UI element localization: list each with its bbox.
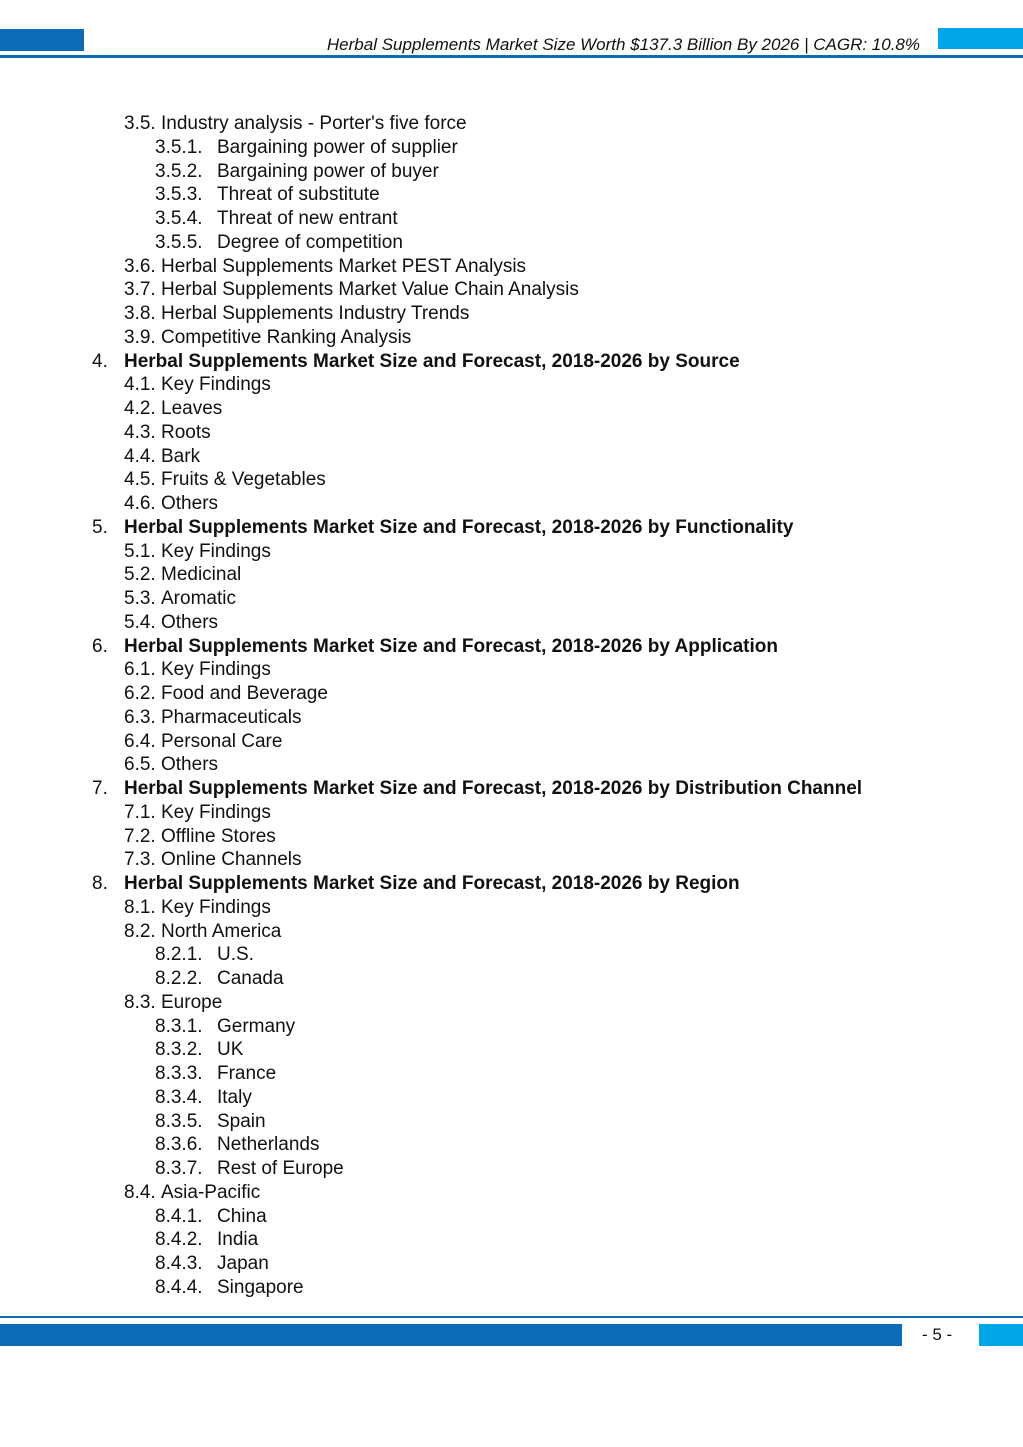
toc-entry-title: U.S. xyxy=(217,944,254,966)
toc-entry-number: 8.4. xyxy=(124,1181,156,1203)
toc-entry-number: 4.5. xyxy=(124,469,156,491)
toc-entry-title: UK xyxy=(217,1039,244,1061)
toc-entry-number: 4. xyxy=(92,350,108,372)
toc-entry-number: 8.3.3. xyxy=(155,1063,203,1084)
header-rule xyxy=(0,55,1023,58)
toc-entry-title: Herbal Supplements Industry Trends xyxy=(161,303,470,324)
toc-entry-number: 7.1. xyxy=(124,801,156,823)
toc-entry-number: 8.4.3. xyxy=(155,1253,203,1274)
toc-entry-number: 3.9. xyxy=(124,326,156,348)
toc-entry-title: Italy xyxy=(217,1086,252,1108)
toc-entry xyxy=(0,373,1023,397)
toc-entry-title: Singapore xyxy=(217,1276,304,1298)
toc-entry-title: Rest of Europe xyxy=(217,1158,344,1179)
toc-entry-title: Canada xyxy=(217,968,284,989)
toc-entry-title: Asia-Pacific xyxy=(161,1181,261,1203)
toc-entry-number: 6.4. xyxy=(124,730,156,752)
toc-entry xyxy=(0,207,1023,231)
toc-entry xyxy=(0,1038,1023,1062)
toc-entry-title: Netherlands xyxy=(217,1134,320,1156)
toc-entry xyxy=(0,1157,1023,1181)
toc-entry-title: Bargaining power of buyer xyxy=(217,160,439,182)
toc-entry xyxy=(0,516,1023,540)
toc-entry-title: India xyxy=(217,1229,259,1251)
toc-entry-number: 8.4.2. xyxy=(155,1229,203,1251)
toc-entry xyxy=(0,706,1023,730)
footer-accent-bar xyxy=(0,1324,902,1346)
toc-entry-number: 3.7. xyxy=(124,279,156,301)
toc-entry-number: 8.3.6. xyxy=(155,1134,203,1156)
toc-entry xyxy=(0,397,1023,421)
toc-entry-title: Others xyxy=(161,493,219,514)
page-number: - 5 - xyxy=(922,1325,953,1344)
toc-entry xyxy=(0,445,1023,469)
toc-entry xyxy=(0,991,1023,1015)
header-accent-bar-left xyxy=(0,29,84,51)
toc-entry xyxy=(0,753,1023,777)
toc-entry xyxy=(0,563,1023,587)
toc-entry xyxy=(0,587,1023,611)
toc-entry-number: 3.5.4. xyxy=(155,208,203,229)
toc-entry-number: 8.2.2. xyxy=(155,968,203,989)
toc-entry-number: 8.3.5. xyxy=(155,1110,203,1132)
toc-entry xyxy=(0,730,1023,754)
toc-entry-number: 8.2. xyxy=(124,920,156,942)
toc-entry-title: Herbal Supplements Market PEST Analysis xyxy=(161,255,527,277)
toc-entry xyxy=(0,1133,1023,1157)
toc-entry-number: 3.6. xyxy=(124,255,156,277)
toc-entry-number: 3.5.5. xyxy=(155,231,203,253)
toc-entry-number: 8.4.1. xyxy=(155,1205,203,1227)
toc-entry xyxy=(0,658,1023,682)
toc-entry-title: Europe xyxy=(161,991,223,1013)
toc-entry-title: Key Findings xyxy=(161,659,271,681)
toc-entry-number: 7.3. xyxy=(124,849,156,871)
toc-entry-title: Herbal Supplements Market Size and Forecast, 2018-2026 by Functionality xyxy=(124,516,794,538)
toc-entry xyxy=(0,1276,1023,1300)
toc-entry xyxy=(0,1015,1023,1039)
table-of-contents xyxy=(0,112,1023,1300)
toc-entry-number: 8.3. xyxy=(124,991,156,1013)
toc-entry-title: Fruits & Vegetables xyxy=(161,469,326,491)
toc-entry-number: 8.1. xyxy=(124,896,156,918)
toc-entry-number: 6.5. xyxy=(124,754,156,776)
toc-entry-title: Leaves xyxy=(161,398,223,419)
toc-entry xyxy=(0,350,1023,374)
toc-entry-number: 6.3. xyxy=(124,706,156,728)
toc-entry xyxy=(0,468,1023,492)
toc-entry xyxy=(0,255,1023,279)
toc-entry-title: North America xyxy=(161,920,282,942)
toc-entry-title: Germany xyxy=(217,1015,296,1037)
toc-entry xyxy=(0,540,1023,564)
toc-entry xyxy=(0,1062,1023,1086)
toc-entry xyxy=(0,635,1023,659)
toc-entry xyxy=(0,302,1023,326)
toc-entry-number: 3.5.1. xyxy=(155,136,203,158)
toc-entry-number: 4.4. xyxy=(124,445,156,467)
page-header-title: Herbal Supplements Market Size Worth $137.3 Billion By 2026 | CAGR: 10.8% xyxy=(326,35,920,54)
toc-entry-number: 8.4.4. xyxy=(155,1276,203,1298)
toc-entry xyxy=(0,872,1023,896)
toc-entry xyxy=(0,1181,1023,1205)
toc-entry-title: Herbal Supplements Market Size and Forecast, 2018-2026 by Distribution Channel xyxy=(124,778,863,799)
toc-entry-title: Key Findings xyxy=(161,374,271,396)
toc-entry-number: 8. xyxy=(92,873,108,894)
toc-entry-title: Key Findings xyxy=(161,801,271,823)
toc-entry-number: 8.3.2. xyxy=(155,1039,203,1061)
toc-entry-title: Herbal Supplements Market Size and Forecast, 2018-2026 by Source xyxy=(124,350,740,372)
toc-entry xyxy=(0,611,1023,635)
toc-entry xyxy=(0,848,1023,872)
toc-entry-number: 4.2. xyxy=(124,398,156,419)
toc-entry xyxy=(0,136,1023,160)
toc-entry-title: Herbal Supplements Market Value Chain Analysis xyxy=(161,279,579,301)
toc-entry xyxy=(0,1205,1023,1229)
toc-entry xyxy=(0,896,1023,920)
toc-entry-number: 8.3.1. xyxy=(155,1015,203,1037)
toc-entry-title: Key Findings xyxy=(161,540,271,562)
toc-entry xyxy=(0,943,1023,967)
toc-entry xyxy=(0,112,1023,136)
toc-entry-title: Industry analysis - Porter's five force xyxy=(161,113,467,134)
toc-entry-title: Competitive Ranking Analysis xyxy=(161,326,412,348)
toc-entry-title: China xyxy=(217,1205,267,1227)
toc-entry xyxy=(0,183,1023,207)
toc-entry xyxy=(0,825,1023,849)
toc-entry xyxy=(0,1252,1023,1276)
toc-entry-title: Others xyxy=(161,611,219,633)
toc-entry-number: 5.4. xyxy=(124,611,156,633)
footer-rule xyxy=(0,1316,1023,1318)
toc-entry-number: 7.2. xyxy=(124,825,156,847)
toc-entry-title: Bark xyxy=(161,445,201,467)
toc-entry xyxy=(0,801,1023,825)
toc-entry-title: Offline Stores xyxy=(161,825,276,847)
toc-entry-number: 8.2.1. xyxy=(155,944,203,966)
toc-entry-title: Threat of substitute xyxy=(217,184,380,206)
toc-entry-number: 4.1. xyxy=(124,374,156,396)
toc-entry xyxy=(0,1110,1023,1134)
toc-entry xyxy=(0,231,1023,255)
toc-entry-title: Pharmaceuticals xyxy=(161,706,302,728)
toc-entry-title: Japan xyxy=(217,1253,269,1274)
toc-entry-title: Bargaining power of supplier xyxy=(217,136,458,158)
toc-entry-number: 5.2. xyxy=(124,564,156,586)
toc-entry xyxy=(0,278,1023,302)
toc-entry xyxy=(0,1086,1023,1110)
toc-entry-number: 5. xyxy=(92,516,108,538)
toc-entry-title: Others xyxy=(161,754,219,776)
toc-entry-number: 3.5.3. xyxy=(155,184,203,206)
toc-entry-number: 5.1. xyxy=(124,540,156,562)
toc-entry xyxy=(0,777,1023,801)
toc-entry-title: Herbal Supplements Market Size and Forecast, 2018-2026 by Region xyxy=(124,873,740,894)
footer-accent-bar-right xyxy=(979,1324,1023,1346)
toc-entry xyxy=(0,421,1023,445)
toc-entry xyxy=(0,967,1023,991)
toc-entry-title: Spain xyxy=(217,1110,266,1132)
toc-entry-number: 6. xyxy=(92,635,108,657)
toc-entry-title: Aromatic xyxy=(161,588,236,609)
toc-entry-number: 8.3.7. xyxy=(155,1158,203,1179)
toc-entry-number: 4.3. xyxy=(124,421,156,443)
toc-entry-number: 8.3.4. xyxy=(155,1086,203,1108)
toc-entry xyxy=(0,160,1023,184)
toc-entry-number: 3.8. xyxy=(124,303,156,324)
toc-entry-title: Herbal Supplements Market Size and Forecast, 2018-2026 by Application xyxy=(124,635,778,657)
toc-entry-title: Online Channels xyxy=(161,849,302,871)
toc-entry xyxy=(0,682,1023,706)
toc-entry xyxy=(0,920,1023,944)
toc-entry-number: 6.2. xyxy=(124,683,156,704)
toc-entry-title: France xyxy=(217,1063,277,1084)
header-accent-bar-right xyxy=(938,28,1023,49)
toc-entry-number: 5.3. xyxy=(124,588,156,609)
toc-entry-title: Personal Care xyxy=(161,730,283,752)
toc-entry-title: Threat of new entrant xyxy=(217,208,398,229)
toc-entry xyxy=(0,326,1023,350)
toc-entry-number: 6.1. xyxy=(124,659,156,681)
toc-entry-title: Key Findings xyxy=(161,896,271,918)
toc-entry-number: 3.5. xyxy=(124,113,156,134)
toc-entry xyxy=(0,492,1023,516)
toc-entry-title: Roots xyxy=(161,421,211,443)
toc-entry-number: 7. xyxy=(92,778,108,799)
toc-entry-title: Food and Beverage xyxy=(161,683,328,704)
toc-entry xyxy=(0,1228,1023,1252)
toc-entry-number: 4.6. xyxy=(124,493,156,514)
toc-entry-number: 3.5.2. xyxy=(155,160,203,182)
toc-entry-title: Degree of competition xyxy=(217,231,403,253)
toc-entry-title: Medicinal xyxy=(161,564,242,586)
